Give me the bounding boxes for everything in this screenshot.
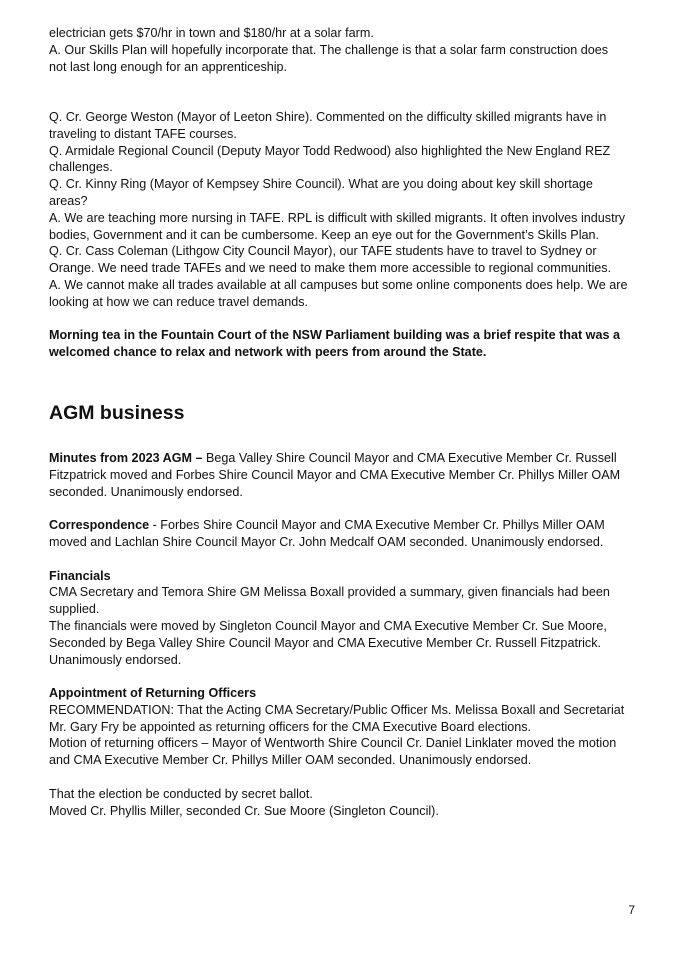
morning-tea-note: Morning tea in the Fountain Court of the NSW Parliament building was a brief respite that was a welcomed chance to relax and network with peers from around the State. [49,328,620,360]
correspondence-text: - Forbes Shire Council Mayor and CMA Executive Member Cr. Phillys Miller OAM moved and Lachlan Shire Council Mayor Cr. John Medcalf OAM seconded. Unanimously endorsed. [49,518,605,549]
paragraph: CMA Secretary and Temora Shire GM Melissa Boxall provided a summary, given financials had been supplied. [49,585,610,617]
paragraph: Q. Armidale Regional Council (Deputy Mayor Todd Redwood) also highlighted the New England REZ challenges. [49,143,611,175]
minutes-paragraph [49,450,629,500]
paragraph: Motion of returning officers – Mayor of Wentworth Shire Council Cr. Daniel Linklater moved the motion and CMA Executive Member Cr. Phillys Miller OAM seconded. Unanimously endorsed. [49,736,617,768]
section-heading: AGM business [49,401,185,424]
paragraph: A. We are teaching more nursing in TAFE. RPL is difficult with skilled migrants. It often involves industry bodies, Government and it can be cumbersome. Keep an eye out for the Government’s Skills Plan. [49,210,626,242]
paragraph: A. We cannot make all trades available at all campuses but some online components does help. We are looking at how we can reduce travel demands. [49,277,628,309]
correspondence-paragraph [49,517,629,551]
minutes-text: Bega Valley Shire Council Mayor and CMA Executive Member Cr. Russell Fitzpatrick moved and Forbes Shire Council Mayor and CMA Executive Member Cr. Phillys Miller OAM seconded. Unanimously endorsed. [49,450,621,499]
minutes-label: Minutes from 2023 AGM – [49,450,203,465]
financials-heading: Financials [49,568,111,583]
paragraph: The financials were moved by Singleton Council Mayor and CMA Executive Member Cr. Sue Moore, Seconded by Bega Valley Shire Council Mayor and CMA Executive Member Cr. Russell Fitzpatrick. Unanimously endorsed. [49,618,607,667]
returning-officers-heading: Appointment of Returning Officers [49,686,257,701]
paragraph: Q. Cr. George Weston (Mayor of Leeton Shire). Commented on the difficulty skilled migrants have in traveling to distant TAFE courses. [49,109,607,141]
document-page [49,25,629,819]
paragraph: Q. Cr. Cass Coleman (Lithgow City Council Mayor), our TAFE students have to travel to Sydney or Orange. We need trade TAFEs and we need to make them more accessible to regional communities. [49,244,612,276]
correspondence-label: Correspondence [49,518,150,533]
paragraph: Moved Cr. Phyllis Miller, seconded Cr. Sue Moore (Singleton Council). [49,803,439,818]
paragraph: RECOMMENDATION: That the Acting CMA Secretary/Public Officer Ms. Melissa Boxall and Secretariat Mr. Gary Fry be appointed as returning officers for the CMA Executive Board elections. [49,702,625,734]
paragraph: That the election be conducted by secret ballot. [49,786,313,801]
paragraph: electrician gets $70/hr in town and $180/hr at a solar farm. [49,26,374,40]
paragraph: Q. Cr. Kinny Ring (Mayor of Kempsey Shire Council). What are you doing about key skill shortage areas? [49,177,593,208]
paragraph: A. Our Skills Plan will hopefully incorporate that. The challenge is that a solar farm construction does not last long enough for an apprenticeship. [49,42,609,74]
page-number: 7 [628,903,635,917]
